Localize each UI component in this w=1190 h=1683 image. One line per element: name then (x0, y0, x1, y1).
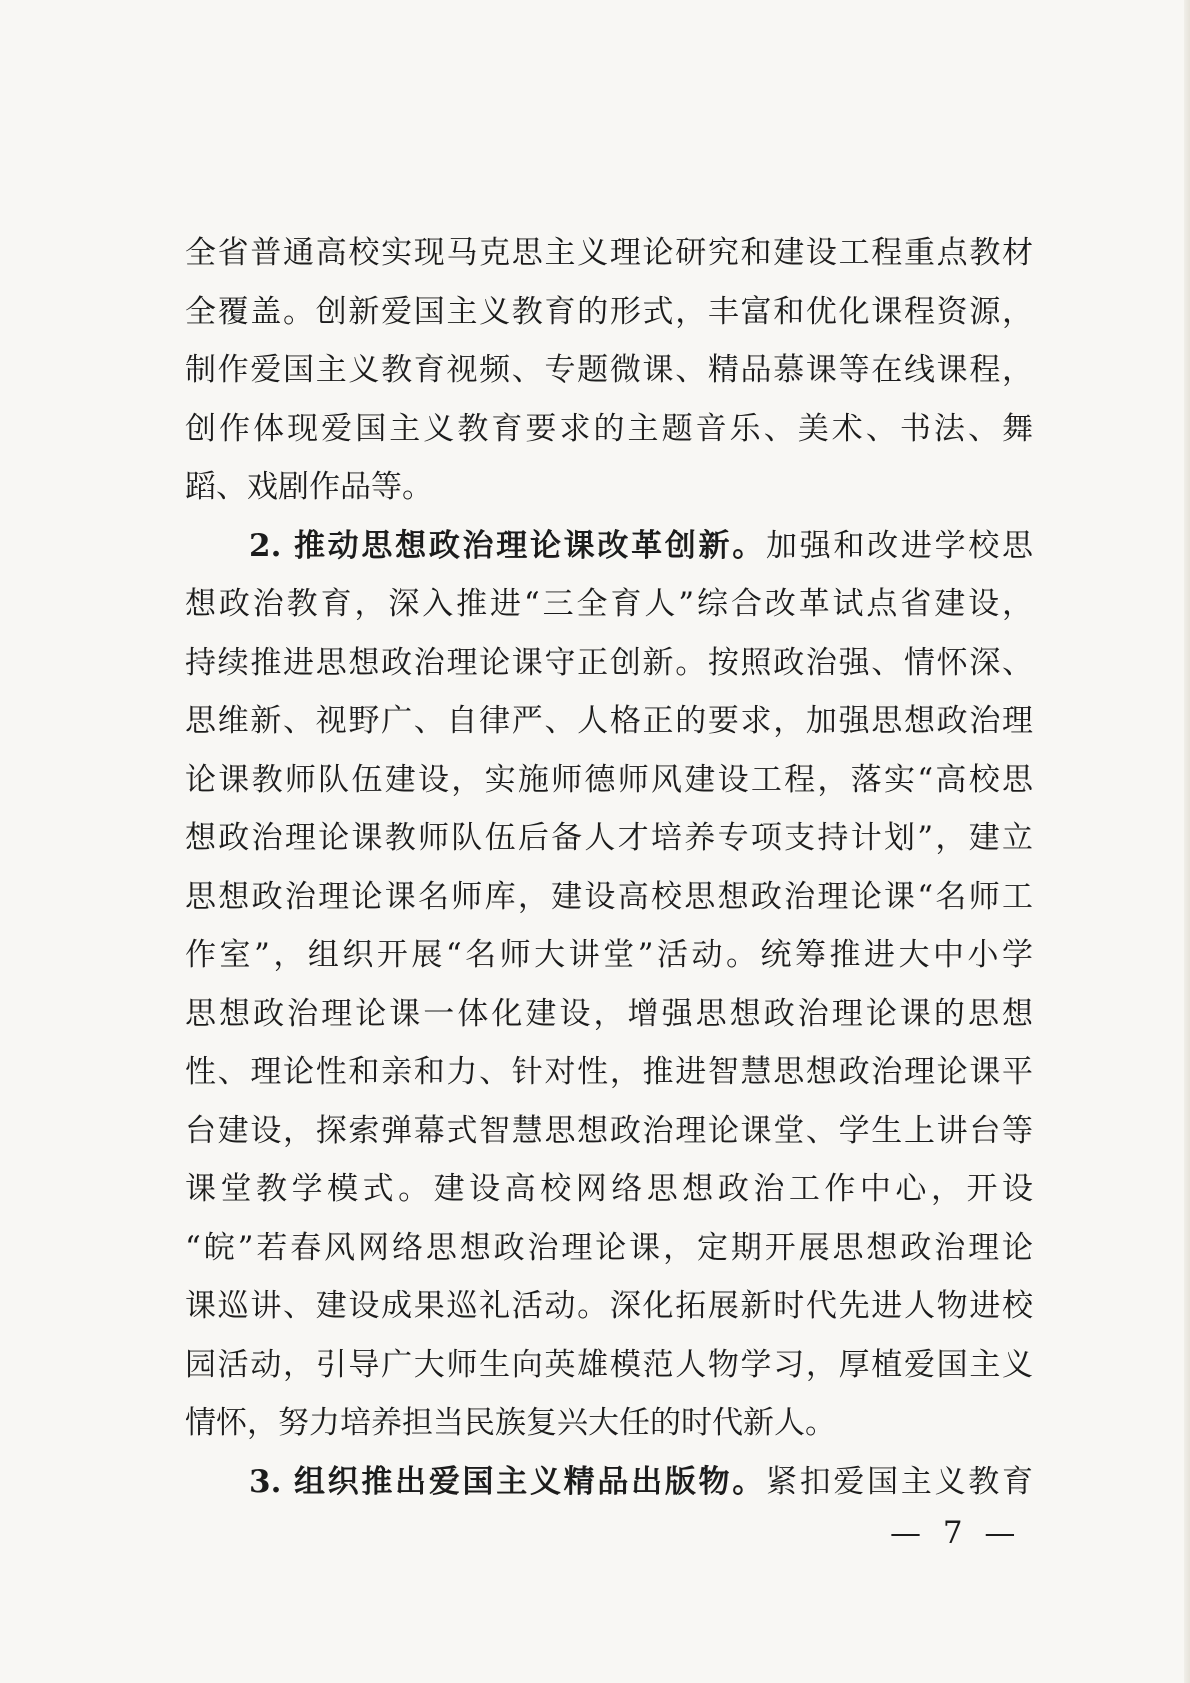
text-line: 创作体现爱国主义教育要求的主题音乐、美术、书法、舞 (185, 410, 1033, 447)
section-2-heading-line (185, 517, 1033, 576)
body-text (185, 224, 1033, 1511)
text-line: 课堂教学模式。建设高校网络思想政治工作中心，开设 (185, 1171, 1033, 1207)
text-line: 课巡讲、建设成果巡礼活动。深化拓展新时代先进人物进校 (185, 1288, 1033, 1324)
text-line: 论课教师队伍建设，实施师德师风建设工程，落实“高校思 (185, 761, 1033, 798)
section-3-first-line-rest: 紧扣爱国主义教育 (765, 1463, 1033, 1500)
text-line: 全覆盖。创新爱国主义教育的形式，丰富和优化课程资源， (185, 293, 1033, 330)
text-line: 情怀，努力培养担当民族复兴大任的时代新人。 (185, 1405, 836, 1441)
section-3-number: 3. (249, 1463, 282, 1500)
scan-edge (1184, 0, 1190, 1683)
text-line: 全省普通高校实现马克思主义理论研究和建设工程重点教材 (185, 235, 1033, 271)
section-3-heading: 组织推出爱国主义精品出版物。 (293, 1463, 766, 1500)
text-line: 园活动，引导广大师生向英雄模范人物学习，厚植爱国主义 (185, 1346, 1033, 1383)
section-3-heading-line (185, 1453, 1033, 1512)
text-line: 想政治教育，深入推进“三全育人”综合改革试点省建设， (185, 586, 1033, 622)
text-line: 想政治理论课教师队伍后备人才培养专项支持计划”，建立 (185, 820, 1033, 856)
section-2-number: 2. (249, 527, 282, 564)
text-line: 思想政治理论课名师库，建设高校思想政治理论课“名师工 (185, 878, 1033, 915)
section-2-heading: 推动思想政治理论课改革创新。 (293, 527, 766, 564)
text-line: 制作爱国主义教育视频、专题微课、精品慕课等在线课程， (185, 352, 1033, 388)
text-line: 蹈、戏剧作品等。 (185, 469, 433, 505)
text-line: 思想政治理论课一体化建设，增强思想政治理论课的思想 (185, 995, 1033, 1032)
text-line: 作室”，组织开展“名师大讲堂”活动。统筹推进大中小学 (185, 937, 1033, 973)
text-line: 思维新、视野广、自律严、人格正的要求，加强思想政治理 (185, 703, 1033, 739)
text-line: 性、理论性和亲和力、针对性，推进智慧思想政治理论课平 (185, 1054, 1033, 1090)
page-number: — 7 — (890, 1515, 1022, 1551)
text-line: “皖”若春风网络思想政治理论课，定期开展思想政治理论 (185, 1229, 1033, 1266)
text-line: 持续推进思想政治理论课守正创新。按照政治强、情怀深、 (185, 644, 1033, 681)
text-line: 台建设，探索弹幕式智慧思想政治理论课堂、学生上讲台等 (185, 1112, 1033, 1149)
section-2-first-line-rest: 加强和改进学校思 (765, 527, 1033, 564)
